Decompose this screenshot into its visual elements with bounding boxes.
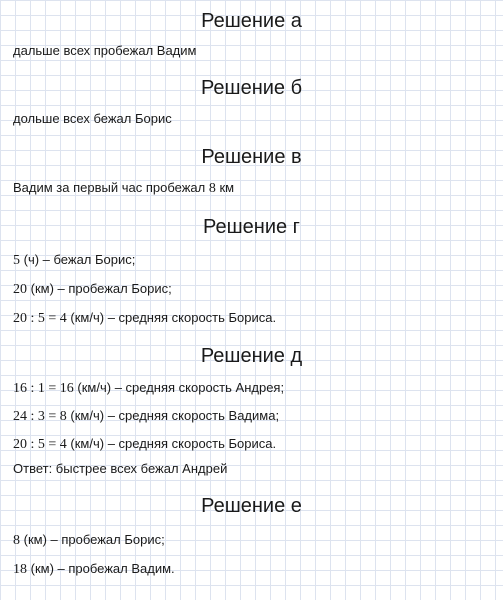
section-d-line-3-text: (км/ч) – средняя скорость Бориса.: [66, 436, 277, 451]
section-d-line-1: [13, 380, 284, 397]
section-g-line-2: [13, 281, 172, 298]
section-v-line-1-text: Вадим за первый час пробежал: [13, 180, 209, 195]
section-d-line-3: [13, 436, 276, 453]
section-v-title: Решение в: [201, 146, 302, 168]
section-e-line-2-math: 18: [13, 562, 27, 577]
section-e-line-2-text: (км) – пробежал Вадим.: [27, 561, 175, 576]
section-g-line-3-text: (км/ч) – средняя скорость Бориса.: [66, 310, 277, 325]
section-d-line-3-math: 20 : 5 = 4: [13, 437, 67, 452]
section-d-line-1-math: 16 : 1 = 16: [13, 381, 74, 396]
section-d-title: Решение д: [200, 345, 303, 367]
section-d-line-2: [13, 408, 279, 425]
section-d-answer: Ответ: быстрее всех бежал Андрей: [13, 461, 228, 476]
section-v-line-1-unit: км: [215, 180, 235, 195]
section-g-line-1-math: 5: [13, 253, 20, 268]
section-v-line-1-math: 8: [208, 181, 216, 196]
section-e-line-1-text: (км) – пробежал Борис;: [20, 532, 165, 547]
section-g-line-2-math: 20: [13, 282, 27, 297]
section-d-line-2-math: 24 : 3 = 8: [13, 409, 67, 424]
section-b-title: Решение б: [200, 77, 303, 99]
section-g-line-2-text: (км) – пробежал Борис;: [27, 281, 172, 296]
section-e-line-1: [13, 532, 165, 549]
section-d-line-2-text: (км/ч) – средняя скорость Вадима;: [66, 408, 280, 423]
section-g-line-3: [13, 310, 276, 327]
section-e-line-2: [13, 561, 175, 578]
section-d-line-1-text: (км/ч) – средняя скорость Андрея;: [73, 380, 285, 395]
section-g-line-3-math: 20 : 5 = 4: [13, 311, 67, 326]
section-g-title: Решение г: [203, 216, 300, 238]
section-g-line-1-text: (ч) – бежал Борис;: [20, 252, 136, 267]
section-g-line-1: [13, 252, 135, 269]
section-b-line-1: дольше всех бежал Борис: [13, 111, 172, 126]
section-v-line-1: [13, 180, 234, 197]
section-e-line-1-math: 8: [13, 533, 20, 548]
section-e-title: Решение е: [201, 495, 302, 517]
section-a-title: Решение а: [201, 10, 302, 32]
section-a-line-1: дальше всех пробежал Вадим: [13, 43, 197, 58]
